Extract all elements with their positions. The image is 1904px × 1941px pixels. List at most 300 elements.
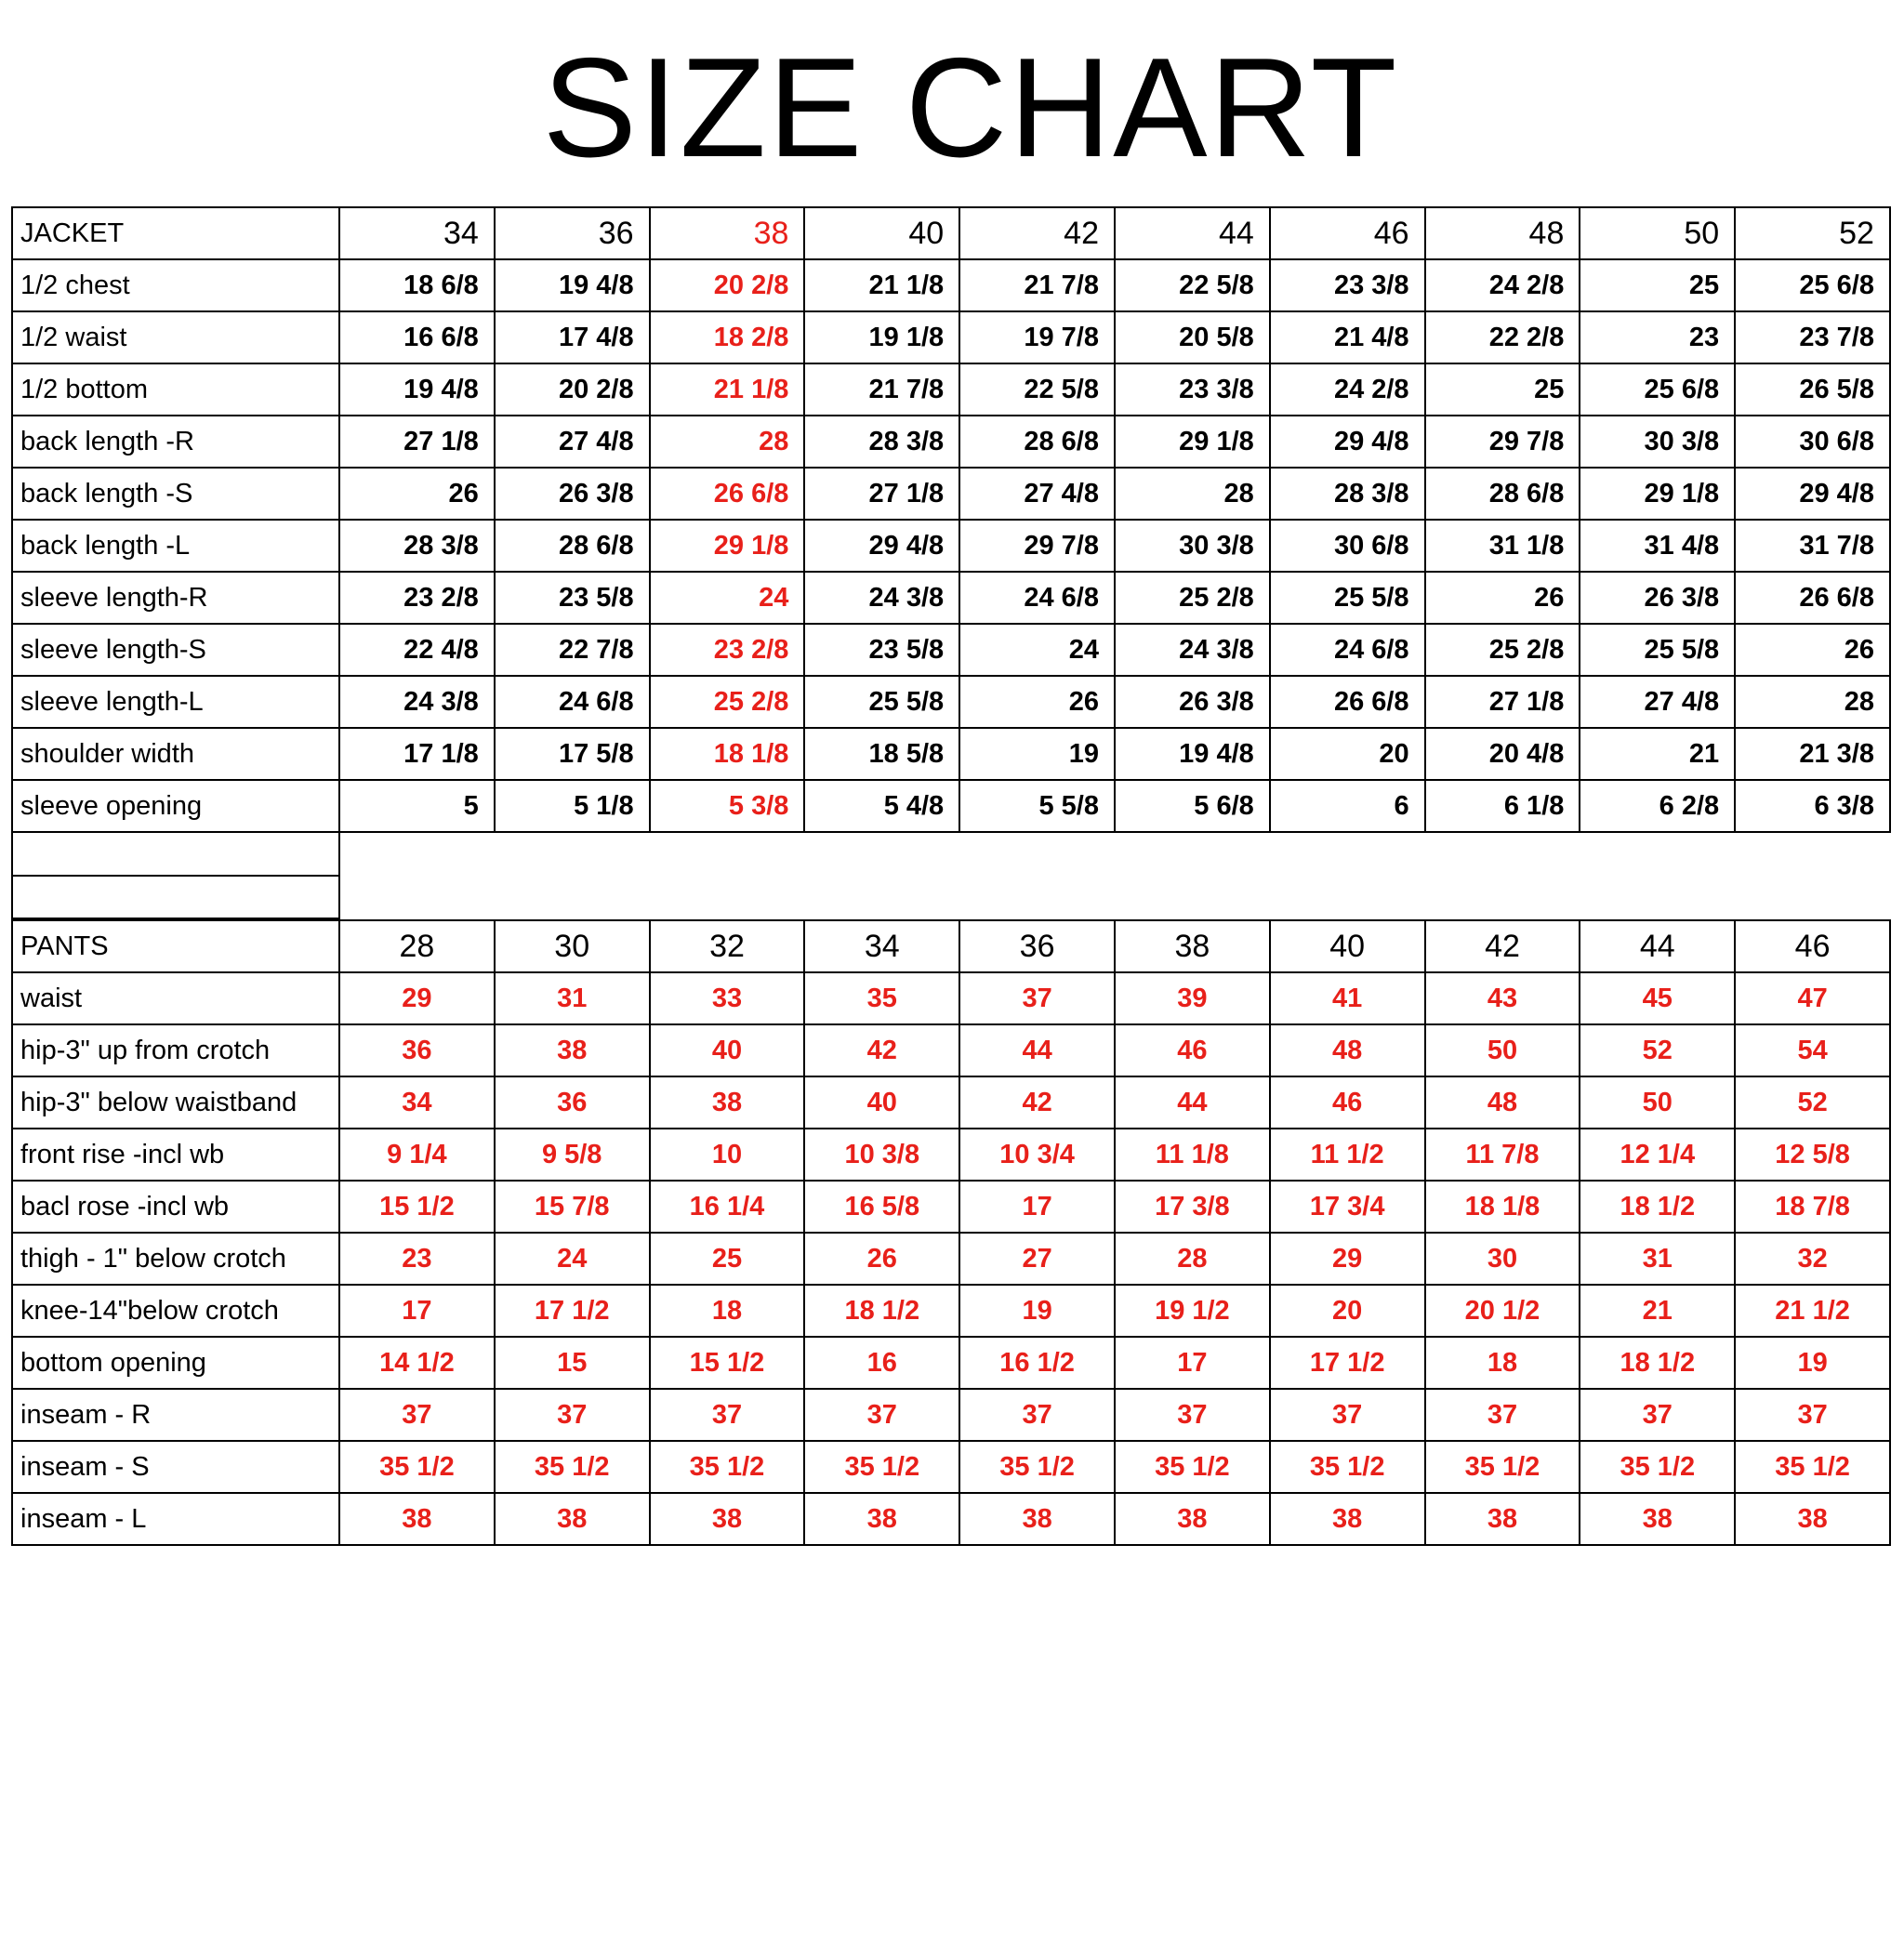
cell-value: 6 1/8 bbox=[1425, 780, 1580, 832]
pants-table-body bbox=[12, 920, 1890, 1545]
cell-value: 30 6/8 bbox=[1270, 520, 1425, 572]
cell-value: 28 bbox=[1115, 1233, 1270, 1285]
cell-value: 21 1/8 bbox=[804, 259, 959, 311]
table-row bbox=[12, 1129, 1890, 1181]
jacket-size-header: 38 bbox=[650, 207, 805, 259]
cell-value: 41 bbox=[1270, 972, 1425, 1024]
row-label: 1/2 waist bbox=[12, 311, 339, 363]
cell-value: 31 bbox=[495, 972, 650, 1024]
jacket-size-header: 40 bbox=[804, 207, 959, 259]
cell-value: 37 bbox=[650, 1389, 805, 1441]
table-row bbox=[12, 1441, 1890, 1493]
table-row bbox=[12, 259, 1890, 311]
cell-value: 5 4/8 bbox=[804, 780, 959, 832]
row-label: front rise -incl wb bbox=[12, 1129, 339, 1181]
cell-value: 26 3/8 bbox=[495, 468, 650, 520]
cell-value: 23 bbox=[1580, 311, 1735, 363]
spacer-cell bbox=[339, 833, 1890, 876]
cell-value: 18 5/8 bbox=[804, 728, 959, 780]
cell-value: 19 7/8 bbox=[959, 311, 1115, 363]
jacket-size-header: 34 bbox=[339, 207, 495, 259]
cell-value: 35 1/2 bbox=[495, 1441, 650, 1493]
row-label: shoulder width bbox=[12, 728, 339, 780]
table-row bbox=[12, 780, 1890, 832]
cell-value: 18 7/8 bbox=[1735, 1181, 1890, 1233]
cell-value: 34 bbox=[339, 1076, 495, 1129]
row-label: sleeve length-R bbox=[12, 572, 339, 624]
cell-value: 16 1/2 bbox=[959, 1337, 1115, 1389]
cell-value: 28 6/8 bbox=[495, 520, 650, 572]
cell-value: 25 bbox=[1580, 259, 1735, 311]
cell-value: 15 bbox=[495, 1337, 650, 1389]
cell-value: 35 1/2 bbox=[1735, 1441, 1890, 1493]
row-label: back length -R bbox=[12, 416, 339, 468]
cell-value: 28 3/8 bbox=[1270, 468, 1425, 520]
cell-value: 32 bbox=[1735, 1233, 1890, 1285]
table-row bbox=[12, 572, 1890, 624]
cell-value: 25 bbox=[1425, 363, 1580, 416]
cell-value: 27 4/8 bbox=[959, 468, 1115, 520]
cell-value: 29 7/8 bbox=[959, 520, 1115, 572]
cell-value: 15 1/2 bbox=[650, 1337, 805, 1389]
cell-value: 18 bbox=[1425, 1337, 1580, 1389]
cell-value: 23 5/8 bbox=[804, 624, 959, 676]
cell-value: 12 1/4 bbox=[1580, 1129, 1735, 1181]
cell-value: 36 bbox=[495, 1076, 650, 1129]
cell-value: 6 bbox=[1270, 780, 1425, 832]
cell-value: 50 bbox=[1580, 1076, 1735, 1129]
cell-value: 28 bbox=[1735, 676, 1890, 728]
cell-value: 31 4/8 bbox=[1580, 520, 1735, 572]
cell-value: 38 bbox=[650, 1493, 805, 1545]
jacket-header-row bbox=[12, 207, 1890, 259]
table-row bbox=[12, 363, 1890, 416]
pants-size-header: 42 bbox=[1425, 920, 1580, 972]
cell-value: 20 1/2 bbox=[1425, 1285, 1580, 1337]
cell-value: 19 1/8 bbox=[804, 311, 959, 363]
cell-value: 17 1/2 bbox=[1270, 1337, 1425, 1389]
cell-value: 20 4/8 bbox=[1425, 728, 1580, 780]
cell-value: 25 2/8 bbox=[1115, 572, 1270, 624]
cell-value: 21 bbox=[1580, 728, 1735, 780]
cell-value: 18 2/8 bbox=[650, 311, 805, 363]
cell-value: 30 bbox=[1425, 1233, 1580, 1285]
cell-value: 48 bbox=[1270, 1024, 1425, 1076]
cell-value: 18 6/8 bbox=[339, 259, 495, 311]
table-row bbox=[12, 1024, 1890, 1076]
cell-value: 24 3/8 bbox=[804, 572, 959, 624]
cell-value: 22 5/8 bbox=[959, 363, 1115, 416]
table-row bbox=[12, 1337, 1890, 1389]
row-label: hip-3" up from crotch bbox=[12, 1024, 339, 1076]
cell-value: 17 4/8 bbox=[495, 311, 650, 363]
jacket-size-header: 44 bbox=[1115, 207, 1270, 259]
cell-value: 21 7/8 bbox=[804, 363, 959, 416]
cell-value: 26 bbox=[959, 676, 1115, 728]
cell-value: 54 bbox=[1735, 1024, 1890, 1076]
table-row bbox=[12, 1389, 1890, 1441]
cell-value: 23 3/8 bbox=[1115, 363, 1270, 416]
cell-value: 11 1/8 bbox=[1115, 1129, 1270, 1181]
cell-value: 52 bbox=[1580, 1024, 1735, 1076]
cell-value: 30 6/8 bbox=[1735, 416, 1890, 468]
cell-value: 24 3/8 bbox=[339, 676, 495, 728]
pants-size-header: 40 bbox=[1270, 920, 1425, 972]
cell-value: 26 5/8 bbox=[1735, 363, 1890, 416]
row-label: back length -S bbox=[12, 468, 339, 520]
cell-value: 43 bbox=[1425, 972, 1580, 1024]
row-label: inseam - L bbox=[12, 1493, 339, 1545]
cell-value: 6 3/8 bbox=[1735, 780, 1890, 832]
pants-size-header: 30 bbox=[495, 920, 650, 972]
cell-value: 26 bbox=[1735, 624, 1890, 676]
cell-value: 6 2/8 bbox=[1580, 780, 1735, 832]
cell-value: 33 bbox=[650, 972, 805, 1024]
table-row bbox=[12, 1181, 1890, 1233]
cell-value: 17 1/8 bbox=[339, 728, 495, 780]
row-label: sleeve length-S bbox=[12, 624, 339, 676]
cell-value: 24 3/8 bbox=[1115, 624, 1270, 676]
cell-value: 5 5/8 bbox=[959, 780, 1115, 832]
cell-value: 17 bbox=[1115, 1337, 1270, 1389]
cell-value: 16 6/8 bbox=[339, 311, 495, 363]
spacer-row bbox=[12, 876, 1890, 918]
cell-value: 35 1/2 bbox=[804, 1441, 959, 1493]
table-row bbox=[12, 1493, 1890, 1545]
table-row bbox=[12, 1076, 1890, 1129]
cell-value: 20 bbox=[1270, 1285, 1425, 1337]
cell-value: 11 7/8 bbox=[1425, 1129, 1580, 1181]
cell-value: 15 7/8 bbox=[495, 1181, 650, 1233]
cell-value: 47 bbox=[1735, 972, 1890, 1024]
cell-value: 28 6/8 bbox=[959, 416, 1115, 468]
cell-value: 5 6/8 bbox=[1115, 780, 1270, 832]
cell-value: 22 7/8 bbox=[495, 624, 650, 676]
pants-size-header: 36 bbox=[959, 920, 1115, 972]
cell-value: 26 6/8 bbox=[1735, 572, 1890, 624]
cell-value: 44 bbox=[1115, 1076, 1270, 1129]
cell-value: 35 1/2 bbox=[650, 1441, 805, 1493]
pants-header-label: PANTS bbox=[12, 920, 339, 972]
cell-value: 23 7/8 bbox=[1735, 311, 1890, 363]
cell-value: 19 4/8 bbox=[339, 363, 495, 416]
row-label: 1/2 chest bbox=[12, 259, 339, 311]
row-label: sleeve opening bbox=[12, 780, 339, 832]
cell-value: 37 bbox=[1270, 1389, 1425, 1441]
table-row bbox=[12, 1285, 1890, 1337]
cell-value: 38 bbox=[959, 1493, 1115, 1545]
cell-value: 12 5/8 bbox=[1735, 1129, 1890, 1181]
cell-value: 10 3/8 bbox=[804, 1129, 959, 1181]
cell-value: 17 bbox=[339, 1285, 495, 1337]
cell-value: 22 2/8 bbox=[1425, 311, 1580, 363]
cell-value: 20 5/8 bbox=[1115, 311, 1270, 363]
cell-value: 35 1/2 bbox=[959, 1441, 1115, 1493]
cell-value: 46 bbox=[1115, 1024, 1270, 1076]
cell-value: 10 3/4 bbox=[959, 1129, 1115, 1181]
spacer-cell bbox=[12, 833, 339, 876]
jacket-header-label: JACKET bbox=[12, 207, 339, 259]
cell-value: 5 bbox=[339, 780, 495, 832]
cell-value: 21 7/8 bbox=[959, 259, 1115, 311]
cell-value: 38 bbox=[339, 1493, 495, 1545]
cell-value: 24 2/8 bbox=[1270, 363, 1425, 416]
cell-value: 18 bbox=[650, 1285, 805, 1337]
cell-value: 37 bbox=[1580, 1389, 1735, 1441]
cell-value: 28 bbox=[1115, 468, 1270, 520]
cell-value: 24 bbox=[959, 624, 1115, 676]
jacket-table-body bbox=[12, 207, 1890, 832]
cell-value: 24 bbox=[495, 1233, 650, 1285]
cell-value: 20 2/8 bbox=[650, 259, 805, 311]
cell-value: 21 bbox=[1580, 1285, 1735, 1337]
cell-value: 28 3/8 bbox=[339, 520, 495, 572]
cell-value: 52 bbox=[1735, 1076, 1890, 1129]
cell-value: 27 bbox=[959, 1233, 1115, 1285]
pants-size-header: 34 bbox=[804, 920, 959, 972]
cell-value: 18 1/2 bbox=[1580, 1181, 1735, 1233]
cell-value: 23 bbox=[339, 1233, 495, 1285]
cell-value: 19 4/8 bbox=[1115, 728, 1270, 780]
cell-value: 18 1/2 bbox=[1580, 1337, 1735, 1389]
cell-value: 35 1/2 bbox=[1580, 1441, 1735, 1493]
cell-value: 25 5/8 bbox=[804, 676, 959, 728]
cell-value: 19 1/2 bbox=[1115, 1285, 1270, 1337]
cell-value: 35 1/2 bbox=[1270, 1441, 1425, 1493]
size-chart-page bbox=[0, 29, 1904, 1941]
cell-value: 29 4/8 bbox=[804, 520, 959, 572]
cell-value: 35 1/2 bbox=[1425, 1441, 1580, 1493]
cell-value: 29 1/8 bbox=[650, 520, 805, 572]
cell-value: 46 bbox=[1270, 1076, 1425, 1129]
cell-value: 22 4/8 bbox=[339, 624, 495, 676]
cell-value: 27 4/8 bbox=[1580, 676, 1735, 728]
cell-value: 29 4/8 bbox=[1735, 468, 1890, 520]
cell-value: 5 1/8 bbox=[495, 780, 650, 832]
cell-value: 26 3/8 bbox=[1115, 676, 1270, 728]
cell-value: 21 3/8 bbox=[1735, 728, 1890, 780]
row-label: bacl rose -incl wb bbox=[12, 1181, 339, 1233]
cell-value: 24 6/8 bbox=[959, 572, 1115, 624]
cell-value: 44 bbox=[959, 1024, 1115, 1076]
row-label: knee-14"below crotch bbox=[12, 1285, 339, 1337]
cell-value: 26 6/8 bbox=[1270, 676, 1425, 728]
cell-value: 19 4/8 bbox=[495, 259, 650, 311]
cell-value: 21 1/2 bbox=[1735, 1285, 1890, 1337]
cell-value: 11 1/2 bbox=[1270, 1129, 1425, 1181]
cell-value: 21 1/8 bbox=[650, 363, 805, 416]
cell-value: 25 5/8 bbox=[1270, 572, 1425, 624]
cell-value: 30 3/8 bbox=[1115, 520, 1270, 572]
cell-value: 28 bbox=[650, 416, 805, 468]
pants-size-header: 44 bbox=[1580, 920, 1735, 972]
cell-value: 25 6/8 bbox=[1735, 259, 1890, 311]
row-label: inseam - R bbox=[12, 1389, 339, 1441]
table-row bbox=[12, 311, 1890, 363]
cell-value: 42 bbox=[959, 1076, 1115, 1129]
cell-value: 37 bbox=[804, 1389, 959, 1441]
cell-value: 19 bbox=[959, 728, 1115, 780]
cell-value: 19 bbox=[1735, 1337, 1890, 1389]
cell-value: 37 bbox=[1735, 1389, 1890, 1441]
cell-value: 22 5/8 bbox=[1115, 259, 1270, 311]
cell-value: 17 3/4 bbox=[1270, 1181, 1425, 1233]
cell-value: 25 bbox=[650, 1233, 805, 1285]
cell-value: 26 3/8 bbox=[1580, 572, 1735, 624]
row-label: hip-3" below waistband bbox=[12, 1076, 339, 1129]
cell-value: 28 3/8 bbox=[804, 416, 959, 468]
page-title: SIZE CHART bbox=[542, 29, 1399, 187]
cell-value: 23 5/8 bbox=[495, 572, 650, 624]
cell-value: 37 bbox=[495, 1389, 650, 1441]
cell-value: 29 1/8 bbox=[1580, 468, 1735, 520]
cell-value: 37 bbox=[959, 1389, 1115, 1441]
cell-value: 36 bbox=[339, 1024, 495, 1076]
cell-value: 29 7/8 bbox=[1425, 416, 1580, 468]
table-row bbox=[12, 416, 1890, 468]
jacket-size-header: 36 bbox=[495, 207, 650, 259]
cell-value: 23 2/8 bbox=[650, 624, 805, 676]
cell-value: 20 bbox=[1270, 728, 1425, 780]
table-row bbox=[12, 676, 1890, 728]
cell-value: 25 2/8 bbox=[650, 676, 805, 728]
table-row bbox=[12, 624, 1890, 676]
cell-value: 17 3/8 bbox=[1115, 1181, 1270, 1233]
row-label: 1/2 bottom bbox=[12, 363, 339, 416]
cell-value: 23 2/8 bbox=[339, 572, 495, 624]
cell-value: 48 bbox=[1425, 1076, 1580, 1129]
cell-value: 16 5/8 bbox=[804, 1181, 959, 1233]
cell-value: 9 1/4 bbox=[339, 1129, 495, 1181]
cell-value: 9 5/8 bbox=[495, 1129, 650, 1181]
cell-value: 31 bbox=[1580, 1233, 1735, 1285]
cell-value: 27 4/8 bbox=[495, 416, 650, 468]
cell-value: 27 1/8 bbox=[804, 468, 959, 520]
jacket-size-header: 52 bbox=[1735, 207, 1890, 259]
cell-value: 38 bbox=[1115, 1493, 1270, 1545]
cell-value: 45 bbox=[1580, 972, 1735, 1024]
cell-value: 18 1/8 bbox=[1425, 1181, 1580, 1233]
pants-size-header: 28 bbox=[339, 920, 495, 972]
cell-value: 37 bbox=[959, 972, 1115, 1024]
cell-value: 24 bbox=[650, 572, 805, 624]
cell-value: 29 bbox=[1270, 1233, 1425, 1285]
cell-value: 37 bbox=[1425, 1389, 1580, 1441]
table-row bbox=[12, 728, 1890, 780]
cell-value: 15 1/2 bbox=[339, 1181, 495, 1233]
cell-value: 37 bbox=[339, 1389, 495, 1441]
cell-value: 18 1/8 bbox=[650, 728, 805, 780]
cell-value: 38 bbox=[804, 1493, 959, 1545]
pants-size-header: 38 bbox=[1115, 920, 1270, 972]
row-label: bottom opening bbox=[12, 1337, 339, 1389]
jacket-size-header: 46 bbox=[1270, 207, 1425, 259]
table-row bbox=[12, 972, 1890, 1024]
pants-size-header: 46 bbox=[1735, 920, 1890, 972]
cell-value: 10 bbox=[650, 1129, 805, 1181]
cell-value: 23 3/8 bbox=[1270, 259, 1425, 311]
jacket-size-header: 48 bbox=[1425, 207, 1580, 259]
cell-value: 27 1/8 bbox=[339, 416, 495, 468]
cell-value: 38 bbox=[1270, 1493, 1425, 1545]
cell-value: 5 3/8 bbox=[650, 780, 805, 832]
cell-value: 38 bbox=[1425, 1493, 1580, 1545]
cell-value: 16 bbox=[804, 1337, 959, 1389]
cell-value: 38 bbox=[495, 1493, 650, 1545]
cell-value: 24 6/8 bbox=[495, 676, 650, 728]
cell-value: 50 bbox=[1425, 1024, 1580, 1076]
table-row bbox=[12, 468, 1890, 520]
cell-value: 42 bbox=[804, 1024, 959, 1076]
cell-value: 24 2/8 bbox=[1425, 259, 1580, 311]
jacket-size-header: 42 bbox=[959, 207, 1115, 259]
cell-value: 28 6/8 bbox=[1425, 468, 1580, 520]
cell-value: 29 1/8 bbox=[1115, 416, 1270, 468]
spacer-cell bbox=[339, 876, 1890, 918]
table-gap-spacer bbox=[11, 833, 1890, 919]
cell-value: 29 bbox=[339, 972, 495, 1024]
cell-value: 27 1/8 bbox=[1425, 676, 1580, 728]
spacer-row bbox=[12, 833, 1890, 876]
cell-value: 21 4/8 bbox=[1270, 311, 1425, 363]
row-label: waist bbox=[12, 972, 339, 1024]
cell-value: 19 bbox=[959, 1285, 1115, 1337]
spacer-cell bbox=[12, 876, 339, 918]
pants-size-header: 32 bbox=[650, 920, 805, 972]
cell-value: 38 bbox=[495, 1024, 650, 1076]
cell-value: 40 bbox=[804, 1076, 959, 1129]
cell-value: 37 bbox=[1115, 1389, 1270, 1441]
cell-value: 16 1/4 bbox=[650, 1181, 805, 1233]
cell-value: 17 bbox=[959, 1181, 1115, 1233]
row-label: sleeve length-L bbox=[12, 676, 339, 728]
cell-value: 31 1/8 bbox=[1425, 520, 1580, 572]
jacket-size-header: 50 bbox=[1580, 207, 1735, 259]
cell-value: 26 6/8 bbox=[650, 468, 805, 520]
cell-value: 25 5/8 bbox=[1580, 624, 1735, 676]
cell-value: 18 1/2 bbox=[804, 1285, 959, 1337]
cell-value: 14 1/2 bbox=[339, 1337, 495, 1389]
cell-value: 29 4/8 bbox=[1270, 416, 1425, 468]
row-label: inseam - S bbox=[12, 1441, 339, 1493]
cell-value: 26 bbox=[804, 1233, 959, 1285]
cell-value: 38 bbox=[650, 1076, 805, 1129]
cell-value: 25 2/8 bbox=[1425, 624, 1580, 676]
cell-value: 30 3/8 bbox=[1580, 416, 1735, 468]
cell-value: 38 bbox=[1580, 1493, 1735, 1545]
cell-value: 35 1/2 bbox=[1115, 1441, 1270, 1493]
pants-size-table bbox=[11, 919, 1891, 1546]
row-label: back length -L bbox=[12, 520, 339, 572]
cell-value: 26 bbox=[339, 468, 495, 520]
cell-value: 20 2/8 bbox=[495, 363, 650, 416]
cell-value: 39 bbox=[1115, 972, 1270, 1024]
cell-value: 35 1/2 bbox=[339, 1441, 495, 1493]
cell-value: 17 5/8 bbox=[495, 728, 650, 780]
cell-value: 31 7/8 bbox=[1735, 520, 1890, 572]
cell-value: 40 bbox=[650, 1024, 805, 1076]
cell-value: 25 6/8 bbox=[1580, 363, 1735, 416]
table-row bbox=[12, 520, 1890, 572]
pants-header-row bbox=[12, 920, 1890, 972]
row-label: thigh - 1" below crotch bbox=[12, 1233, 339, 1285]
jacket-size-table bbox=[11, 206, 1891, 833]
cell-value: 38 bbox=[1735, 1493, 1890, 1545]
cell-value: 24 6/8 bbox=[1270, 624, 1425, 676]
cell-value: 35 bbox=[804, 972, 959, 1024]
cell-value: 26 bbox=[1425, 572, 1580, 624]
cell-value: 17 1/2 bbox=[495, 1285, 650, 1337]
